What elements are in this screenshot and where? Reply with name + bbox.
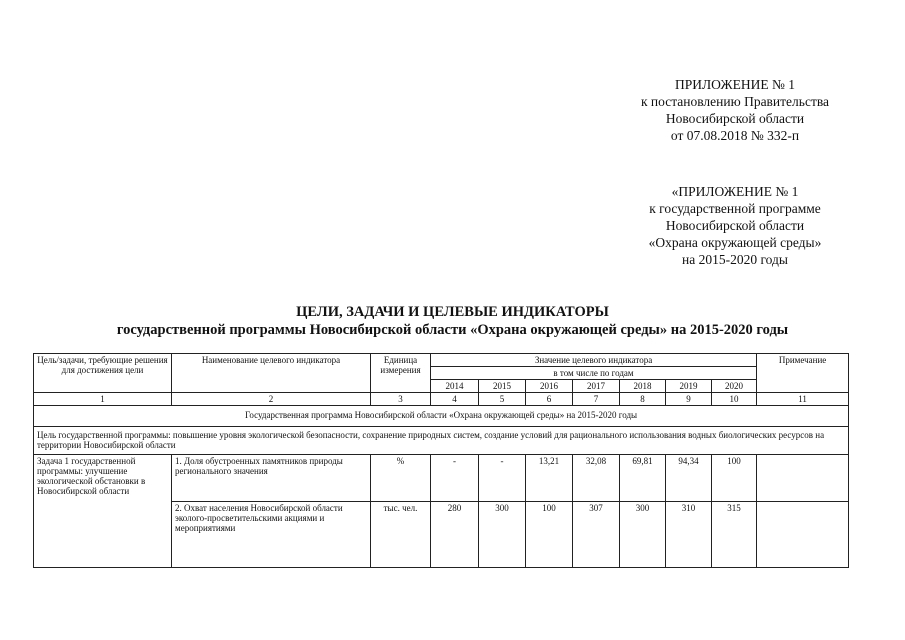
header-by-years: в том числе по годам <box>431 367 757 380</box>
header-year: 2016 <box>526 380 573 393</box>
column-number: 2 <box>172 393 371 406</box>
indicators-table <box>33 353 849 568</box>
column-number: 5 <box>479 393 526 406</box>
header-year: 2017 <box>573 380 620 393</box>
appendix-reference-resolution <box>600 76 870 144</box>
header-note: Примечание <box>757 354 849 393</box>
column-number: 11 <box>757 393 849 406</box>
value-cell: 94,34 <box>666 455 712 502</box>
appendix-line: «Охрана окружающей среды» <box>648 235 822 250</box>
value-cell: 300 <box>620 502 666 568</box>
document-title: ЦЕЛИ, ЗАДАЧИ И ЦЕЛЕВЫЕ ИНДИКАТОРЫ <box>296 304 609 320</box>
header-value: Значение целевого индикатора <box>431 354 757 367</box>
column-number: 6 <box>526 393 573 406</box>
table-header-row <box>34 354 849 367</box>
value-cell: 300 <box>479 502 526 568</box>
task-cell: Задача 1 государственной программы: улучшение экологической обстановки в Новосибирской области <box>34 455 172 568</box>
header-year: 2015 <box>479 380 526 393</box>
appendix-line: на 2015-2020 годы <box>682 252 788 267</box>
header-unit: Единица измерения <box>371 354 431 393</box>
goal-cell: Цель государственной программы: повышение уровня экологической безопасности, сохранение природных систем, создание условий для рационального использования водных биологических ресурсов на территории Новосибирской области <box>34 427 849 455</box>
column-number: 7 <box>573 393 620 406</box>
unit-cell: % <box>371 455 431 502</box>
value-cell: 310 <box>666 502 712 568</box>
header-year: 2020 <box>712 380 757 393</box>
header-year: 2019 <box>666 380 712 393</box>
value-cell: 315 <box>712 502 757 568</box>
value-cell: 100 <box>526 502 573 568</box>
header-goal: Цель/задачи, требующие решения для достижения цели <box>34 354 172 393</box>
value-cell: - <box>431 455 479 502</box>
header-year: 2014 <box>431 380 479 393</box>
note-cell <box>757 455 849 502</box>
column-number: 4 <box>431 393 479 406</box>
column-number: 1 <box>34 393 172 406</box>
value-cell: 13,21 <box>526 455 573 502</box>
value-cell: - <box>479 455 526 502</box>
program-cell: Государственная программа Новосибирской области «Охрана окружающей среды» на 2015-2020 годы <box>34 406 849 427</box>
document-subtitle: государственной программы Новосибирской области «Охрана окружающей среды» на 2015-2020 годы <box>116 322 789 338</box>
indicator-cell: 1. Доля обустроенных памятников природы регионального значения <box>172 455 371 502</box>
value-cell: 280 <box>431 502 479 568</box>
indicator-cell: 2. Охват населения Новосибирской области эколого-просветительскими акциями и мероприятиями <box>172 502 371 568</box>
appendix-line: Новосибирской области <box>665 111 805 126</box>
value-cell: 32,08 <box>573 455 620 502</box>
appendix-line: к постановлению Правительства <box>640 94 830 109</box>
appendix-line: «ПРИЛОЖЕНИЕ № 1 <box>671 184 799 199</box>
program-row <box>34 406 849 427</box>
value-cell: 100 <box>712 455 757 502</box>
appendix-reference-program <box>600 183 870 268</box>
appendix-line: от 07.08.2018 № 332-п <box>670 128 800 143</box>
column-number: 10 <box>712 393 757 406</box>
header-year: 2018 <box>620 380 666 393</box>
goal-row <box>34 427 849 455</box>
column-numbers-row <box>34 393 849 406</box>
value-cell: 69,81 <box>620 455 666 502</box>
table-row <box>34 455 849 502</box>
column-number: 3 <box>371 393 431 406</box>
note-cell <box>757 502 849 568</box>
unit-cell: тыс. чел. <box>371 502 431 568</box>
appendix-line: ПРИЛОЖЕНИЕ № 1 <box>674 77 796 92</box>
column-number: 8 <box>620 393 666 406</box>
column-number: 9 <box>666 393 712 406</box>
appendix-line: к государственной программе <box>649 201 821 216</box>
header-indicator: Наименование целевого индикатора <box>172 354 371 393</box>
value-cell: 307 <box>573 502 620 568</box>
appendix-line: Новосибирской области <box>665 218 805 233</box>
